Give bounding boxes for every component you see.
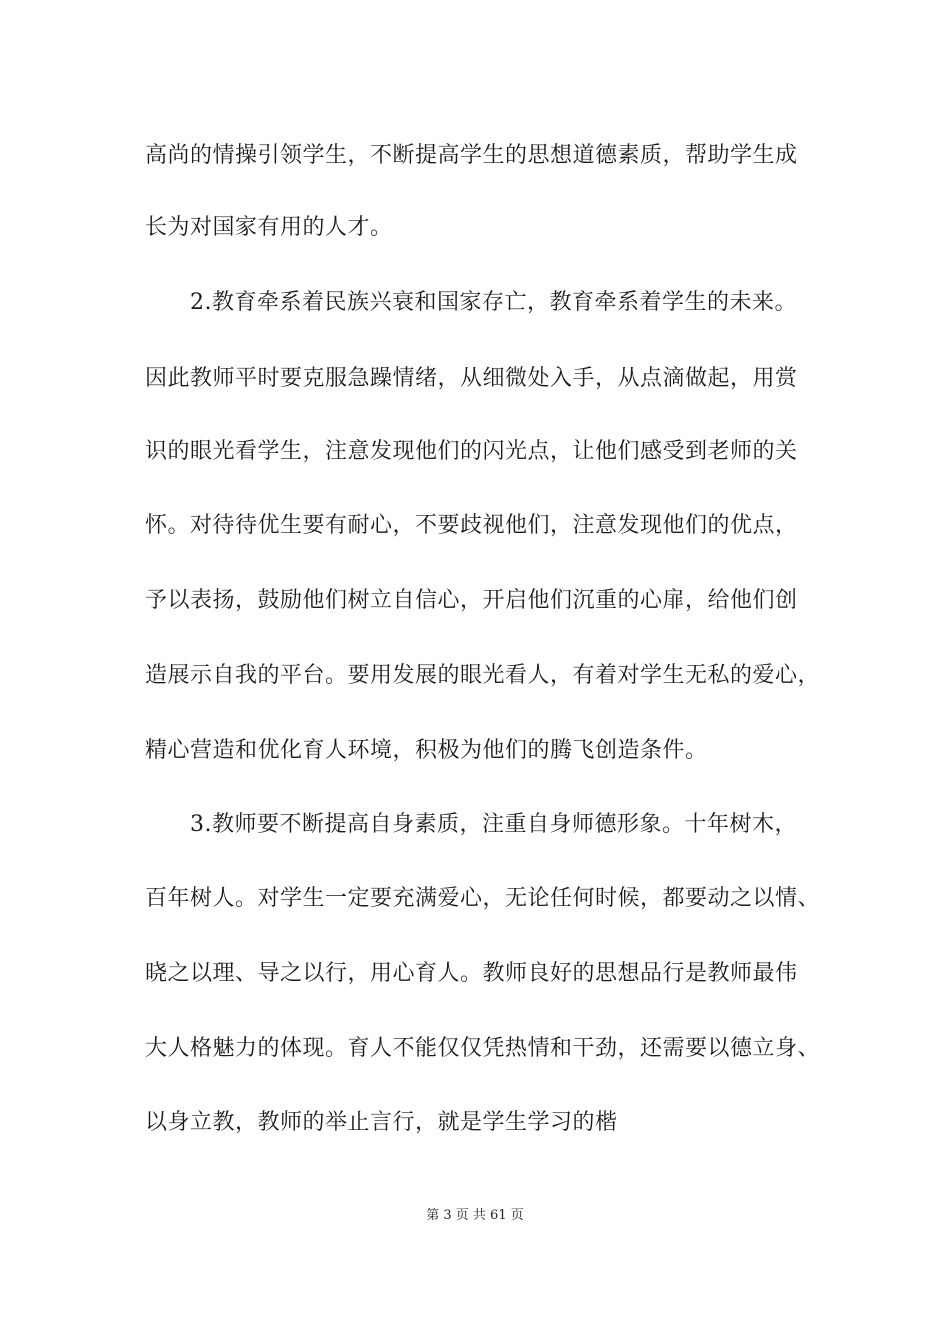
body-line: 大人格魅力的体现。育人不能仅仅凭热情和干劲，还需要以德立身、: [145, 1036, 821, 1061]
body-line: 百年树人。对学生一定要充满爱心，无论任何时候，都要动之以情、: [145, 886, 821, 911]
body-line: 怀。对待待优生要有耐心，不要歧视他们，注意发现他们的优点，: [145, 513, 798, 538]
body-line: 高尚的情操引领学生，不断提高学生的思想道德素质，帮助学生成: [145, 143, 798, 168]
body-line: 以身立教，教师的举止言行，就是学生学习的楷: [145, 1110, 618, 1135]
body-line: 因此教师平时要克服急躁情绪，从细微处入手，从点滴做起，用赏: [145, 366, 798, 391]
body-line: 精心营造和优化育人环境，积极为他们的腾飞创造条件。: [145, 738, 708, 763]
body-line: 晓之以理、导之以行，用心育人。教师良好的思想品行是教师最伟: [145, 961, 798, 986]
body-line: 长为对国家有用的人才。: [145, 215, 393, 240]
paragraph-start-line: 2.教育牵系着民族兴衰和国家存亡，教育牵系着学生的未来。: [190, 290, 797, 315]
body-line: 予以表扬，鼓励他们树立自信心，开启他们沉重的心扉，给他们创: [145, 588, 798, 613]
body-line: 造展示自我的平台。要用发展的眼光看人，有着对学生无私的爱心，: [145, 663, 821, 688]
page-number-footer: 第 3 页 共 61 页: [426, 1208, 524, 1223]
paragraph-start-line: 3.教师要不断提高自身素质，注重自身师德形象。十年树木，: [190, 812, 797, 837]
body-line: 识的眼光看学生，注意发现他们的闪光点，让他们感受到老师的关: [145, 439, 798, 464]
